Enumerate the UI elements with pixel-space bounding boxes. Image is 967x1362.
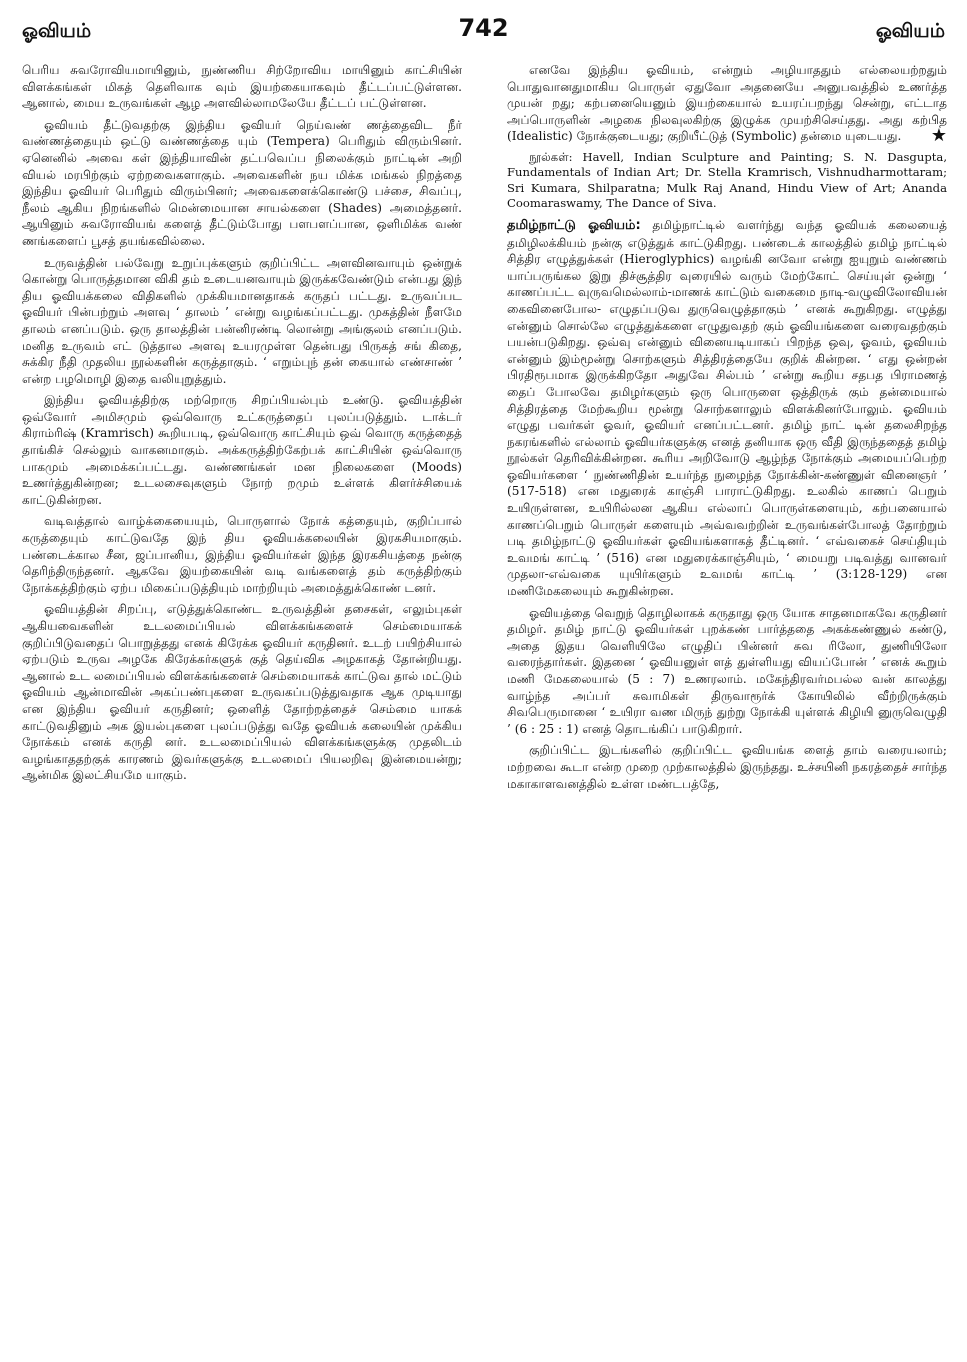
star-icon: ★ — [930, 125, 947, 147]
paragraph: இந்திய ஓவியத்திற்கு மற்றொரு சிறப்பியல்பும் உண்டு. ஓவியத்தின் ஒவ்வோர் அமிசமும் ஒவ்வொரு உட்கருத்தைப் புலப்படுத்தும். டாக்டர் கிராம்ரிஷ் (Kramrisch) கூறியபடி, ஒவ்வொரு காட்சியும் ஒவ் வொரு கருத்தைத் தாங்கிச் செல்லும் வாகனமாகும். அக்கருத்திற்கேற்பக் காட்சியின் ஒவ்வொரு பாகமும் அமைக்கப்பட்டது. வண்ணங்கள் மன நிலைகளை (Moods) உணர்த்துகின்றன; உடலசைவுகளும் நோற் றமும் உள்ளக் கிளர்ச்சியைக் காட்டுகின்றன. — [22, 393, 462, 507]
references-label: நூல்கள்: — [529, 149, 573, 164]
paragraph: ஓவியம் தீட்டுவதற்கு இந்திய ஓவியர் நெய்வண் ணத்தைவிட நீர் வண்ணத்தையும் ஒட்டு வண்ணத்தை யும் (Tempera) பெரிதும் விரும்பினர். ஏனெனில் அவை கள் இந்தியாவின் தட்பவெப்ப நிலைக்கும் நாட்டின் அறி வியல் மரபிற்கும் ஏற்றவைகளாகும். அவைகளின் நய மிக்க மங்கல் நிறத்தை இந்திய ஓவியர் பெரிதும் விரும்பினர்; அவைகளைக்கொண்டு பச்சை, சிவப்பு, நீலம் ஆகிய நிறங்களில் மென்மையான சாயல்களை (Shades) அமைத்தனர். ஆயினும் சுவரோவியங் களைத் தீட்டும்போது பளபளப்பான, ஒளிமிக்க வண் ணங்களைப் பூசத் தயங்கவில்லை. — [22, 117, 462, 248]
left-column — [22, 62, 462, 789]
paragraph: ஓவியத்தின் சிறப்பு, எடுத்துக்கொண்ட உருவத்தின் தசைகள், எலும்புகள் ஆகியவைகளின் உடலமைப்பியல் விளக்கங்களைச் செம்மையாகக் குறிப்பிடுவதைப் பொறுத்தது எனக் கிரேக்க ஓவியர் கருதினர். உடற் பயிற்சியால் ஏற்படும் உருவ அழகே கிரேக்கர்களுக் குத் தெய்விக அழகாகத் தோன்றியது. ஆனால் உட லமைப்பியல் விளக்கங்களைச் செம்மையாகக் காட்டுவ தால் மட்டும் ஓவியம் ஆன்மாவின் அகப்பண்புகளை உருவகப்படுத்துவதாக ஆக முடியாது என இந்திய ஓவியர் கருதினர்; ஒளிைத் தோற்றத்தைச் செம்மை யாகக் காட்டுவதினும் அக இயல்புகளை புலப்படுத்து வதே ஓவியக் கலையின் முக்கிய நோக்கம் எனக் கருதி னர். உடலமைப்பியல் விளக்கங்களுக்கு முதலிடம் வழங்காததற்குக் காரணம் இவர்களுக்கு உடலமைப் பியலறிவு இன்மையன்று; ஆன்மிக இலட்சியமே யாகும். — [22, 602, 462, 783]
right-column — [507, 62, 947, 797]
paragraph: உருவத்தின் பல்வேறு உறுப்புக்களும் குறிப்பிட்ட அளவினவாயும் ஒன்றுக் கொன்று பொருத்தமான விகி தம் உடையனவாயும் இருக்கவேண்டும் என்பது இந் திய ஓவியக்கலை விதிகளில் முக்கியமானதாகக் கருதப் பட்டது. உருவப்பட ஓவியர் பின்பற்றும் அளவு ‘ தாலம் ’ என்று வழங்கப்பட்டது. முகத்தின் நீளமே தாலம் எனப்படும். ஒரு தாலத்தின் பன்னிரண்டி லொன்று அங்குலம் எனப்படும். மனித உருவம் எட் டுத்தால அளவு உயரமுள்ள தென்பது பிருகத் சங் கிதை, சுக்கிர நீதி முதலிய நூல்களின் கருத்தாகும். ‘ எறும்புந் தன் கையால் எண்சாண் ’ என்ற பழமொழி இதை வலியுறுத்தும். — [22, 255, 462, 386]
section-paragraph — [507, 217, 947, 600]
paragraph: வடிவத்தால் வாழ்க்கையையும், பொருளால் நோக் கத்தையும், குறிப்பால் கருத்தையும் காட்டுவதே இந் திய ஓவியக்கலையின் இரகசியமாகும். பண்டைக்கால சீன, ஜப்பானிய, இந்திய ஓவியர்கள் இந்த இரகசியத்தை நன்கு தெரிந்திருந்தனர். ஆகவே இயற்கையின் வடி வங்களைத் தம் கருத்திற்கும் நோக்கத்திற்கும் ஏற்ப மிகைப்படுத்தியும் மாற்றியும் அமைத்துக்கொண் டனர். — [22, 514, 462, 595]
paragraph: குறிப்பிட்ட இடங்களில் குறிப்பிட்ட ஓவியங்க ளைத் தாம் வரையலாம்; மற்றவை கூடா என்ற முறை முற்காலத்தில் இருந்தது. உச்சயினி நகரத்தைச் சார்ந்த மகாகாளவனத்தில் உள்ள மண்டபத்தே, — [507, 743, 947, 791]
paragraph-text: தமிழ்நாட்டில் வளர்ந்து வந்த ஓவியக் கலையைத் தமிழிலக்கியம் நன்கு எடுத்துக் காட்டுகிறது. பண்டைக் காலத்தில் தமிழ் நாட்டில் சித்திர எழுத்துக்கள் (Hieroglyphics) வழங்கி னவோ என்று ஐயுறும் வண்ணம் யாப்பருங்கல இறு திச்சூத்திர வுரையில் வரும் மேற்கோட் செய்யுள் ஒன்று ‘ காணப்பட்ட வுருவமெல்லாம்-மாணக் காட்டும் வகைமை நாடி-வழுவிலோவியன் கைவினைபோல- எழுதப்படுவ துருவெழுத்தாகும் ’ எனக் கூறுகிறது. எழுத்து என்னும் சொல்லே எழுத்துக்களை எழுதுவதற் கும் ஓவியங்களை வரைவதற்கும் பயன்படுகிறது. ஒவ்வு என்னும் வினையடியாகப் பிறந்த ஒவு, ஓவம், ஓவியம் என்னும் இம்மூன்று சொற்களும் சித்திரத்தையே குறிக் கின்றன. ‘ எது ஒன்றன் பிரதிரூபமாக இருக்கிறதோ அதுவே சில்பம் ’ என்று கூறிய சதபத பிராமணத் தைப் போலவே தமிழர்களும் ஒரு பொருளை ஒத்திருக் கும் தன்மையால் சித்திரத்தை மேற்கூறிய மூன்று சொற்களாலும் விளக்கினர்போலும். ஓவியம் எழுது பவர்கள் ஓவர், ஓவியர் எனப்பட்டனர். தமிழ் நாட் டின் தலைசிறந்த நகரங்களில் எல்லாம் ஓவியர்களுக்கு எனத் தனியாக ஒரு வீதி இருந்ததைத் தமிழ் நூல்கள் தெரிவிக்கின்றன. கூரிய அறிவோடு ஆழ்ந்த நோக்கும் அமையப்பெற்ற ஓவியர்களை ‘ நுண்ணிதின் உயர்ந்த நுழைந்த நோக்கின்-கண்ணுள் வினைஞர் ’ (517-518) என மதுரைக் காஞ்சி பாராட்டுகிறது. உலகில் காணப் பெறும் உயிருள்ளன, உயிரில்லன ஆகிய எல்லாப் பொருள்களையும், கற்பனையால் காணப்பெறும் பொருள் களையும் அவ்வவற்றின் உருவங்கள்போலத் தோற்றும் படி தமிழ்நாட்டு ஓவியர்கள் ஓவியங்களாகத் தீட்டினர். ‘ எவ்வகைச் செய்தியும் உவமங் காட்டி ’ (516) என மதுரைக்காஞ்சியும், ‘ மையறு படிவத்து வானவர் முதலா-எவ்வகை யுயிர்களும் உவமங் காட்டி ’ (3:128-129) என மணிமேகலையும் கூறுகின்றன. — [507, 217, 947, 599]
paragraph-text: எனவே இந்திய ஓவியம், என்றும் அழியாததும் எல்லையற்றதும் பொதுவானதுமாகிய பொருள் ஏதுவோ அதனையே அனுபவத்தில் உணர்த்த முயன் றது; கற்பனையெனும் இயற்கையால் உயரப்பறந்து சென்று, எட்டாத அப்பொருளின் அழகை நிலவுலகிற்கு இழுக்க முயற்சிசெய்தது. அது கற்பித (Idealistic) நோக்குடையது; குறியீட்டுத் (Symbolic) தன்மை யுடையது. — [507, 63, 947, 144]
references — [507, 150, 947, 212]
paragraph — [507, 62, 947, 145]
running-head-left: ஓவியம் — [22, 20, 92, 42]
page-header — [22, 14, 945, 50]
section-heading: தமிழ்நாட்டு ஓவியம்: — [507, 217, 641, 233]
running-head-right: ஓவியம் — [875, 20, 945, 42]
paragraph: பெரிய சுவரோவியமாயினும், நுண்ணிய சிற்றோவிய மாயினும் காட்சியின் விளக்கங்கள் மிகத் தெளிவாக வும் இயற்கையாகவும் தீட்டப்பட்டுள்ளன. ஆனால், மைய உருவங்கள் ஆழ அளவில்லாமலேயே தீட்டப் பட்டுள்ளன. — [22, 63, 462, 111]
page-number: 742 — [458, 14, 509, 42]
references-text: Havell, Indian Sculpture and Painting; S. N. Dasgupta, Fundamentals of Indian Art; Dr. Stella Kramrisch, Vishnudharmottaram; Sri Kumara, Shilparatna; Mulk Raj Anand, Hindu View of Art; Ananda Coomaraswamy, The Dance of Siva. — [507, 149, 948, 211]
paragraph: ஓவியத்தை வெறுந் தொழிலாகக் கருதாது ஒரு யோக சாதனமாகவே கருதினர் தமிழர். தமிழ் நாட்டு ஓவியர்கள் புறக்கண் பார்த்ததை அகக்கண்ணுல் கண்டு, அதை இதய வெளியிலே எழுதிப் பின்னர் சுவ ரிலோ, துணியிலோ வரைந்தார்கள். இதனை ‘ ஓவியனுள் ளத் துள்ளியது வியப்போன் ’ எனக் கூறும் மணி மேகலையால் (5 : 7) உணரலாம். மகேந்திரவர்மபல்ல வன் காலத்து வாழ்ந்த அப்பர் சுவாமிகள் திருவாரூர்க் கோயிலில் வீற்றிருக்கும் சிவபெருமானை ‘ உயிரா வண மிருந் துற்று நோக்கி யுள்ளக் கிழியி னுருவெழுதி ’ (6 : 25 : 1) எனத் தொடங்கிப் பாடுகிறார். — [507, 605, 947, 736]
